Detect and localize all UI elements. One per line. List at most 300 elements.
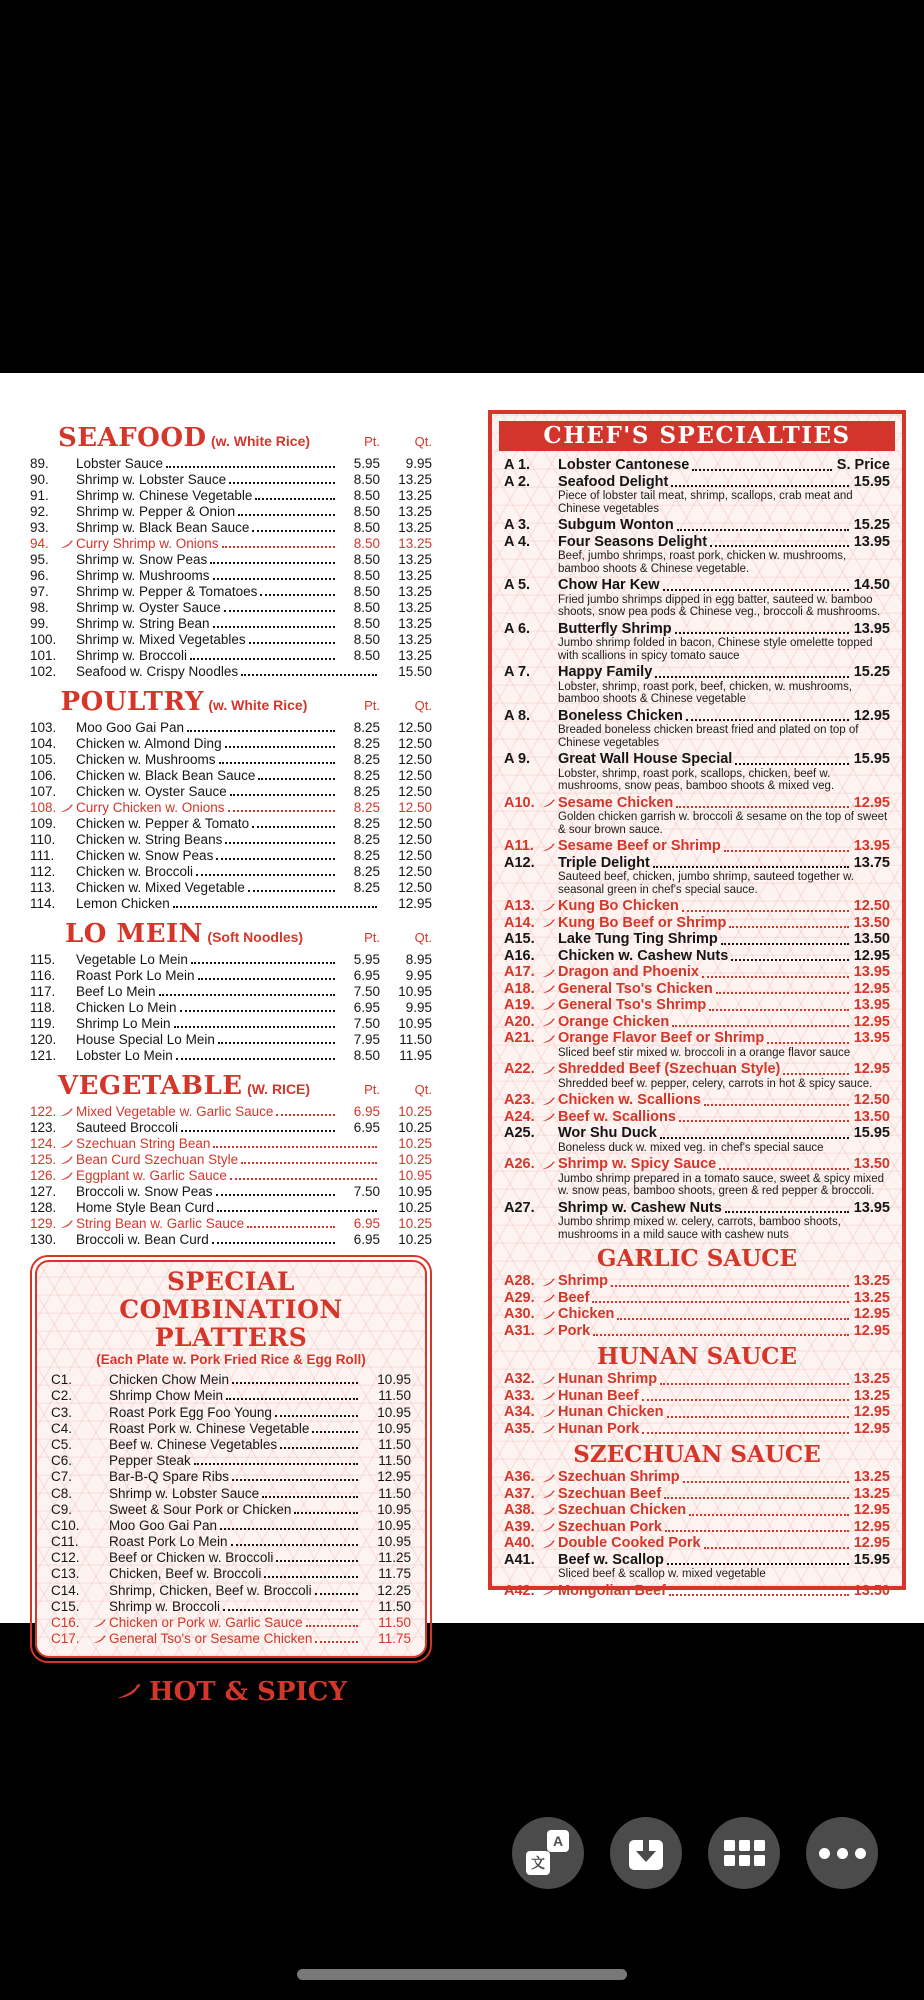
item-price: 12.50 xyxy=(853,898,890,914)
menu-item xyxy=(504,1109,890,1126)
menu-item-row xyxy=(504,1469,890,1486)
menu-item xyxy=(504,1502,890,1519)
home-indicator[interactable] xyxy=(297,1969,627,1980)
item-price: 12.95 xyxy=(853,1013,890,1030)
item-price: 11.75 xyxy=(378,1631,411,1647)
item-price: 13.50 xyxy=(853,1582,890,1599)
item-quart-price: 9.95 xyxy=(405,1000,432,1015)
menu-item xyxy=(504,708,890,750)
item-number: A20. xyxy=(504,1013,535,1030)
item-pint-price: 6.95 xyxy=(353,1216,380,1231)
menu-item-row xyxy=(504,1125,890,1142)
menu-item-row xyxy=(504,1583,890,1600)
item-number: 112. xyxy=(30,864,56,879)
group-header: SZECHUAN SAUCE xyxy=(573,1441,821,1468)
item-number: A29. xyxy=(504,1289,535,1306)
dot-leader xyxy=(692,469,831,471)
item-price: 11.50 xyxy=(378,1388,411,1404)
item-number: C9. xyxy=(51,1501,73,1517)
dot-leader xyxy=(230,794,335,796)
chili-pepper-icon xyxy=(92,1635,106,1644)
item-number: A 3. xyxy=(504,517,531,533)
item-name: Beef or Chicken w. Broccoli xyxy=(109,1550,274,1566)
section-header xyxy=(30,687,432,717)
combo-item-row xyxy=(51,1630,411,1646)
menu-item-row xyxy=(30,983,432,999)
pint-column-label: Pt. xyxy=(364,434,380,449)
menu-item xyxy=(504,1421,890,1438)
dot-leader xyxy=(767,1042,848,1044)
item-price: 11.50 xyxy=(378,1598,411,1614)
item-number: C5. xyxy=(51,1436,73,1452)
menu-item-row xyxy=(30,615,432,631)
item-name: Shrimp w. Chinese Vegetable xyxy=(76,488,253,503)
menu-section xyxy=(30,1071,432,1247)
dot-leader xyxy=(642,1399,849,1401)
item-pint-price: 7.95 xyxy=(353,1032,380,1047)
item-pint-price: 8.50 xyxy=(353,536,380,551)
dot-leader xyxy=(593,1334,848,1336)
menu-item xyxy=(504,1306,890,1323)
item-description: Beef, jumbo shrimps, roast pork, chicken w. mushrooms, bamboo shoots & Chinese vegetable. xyxy=(558,550,847,575)
item-quart-price: 13.25 xyxy=(398,488,432,503)
menu-item-row xyxy=(30,815,432,831)
item-name: Chicken w. Pepper & Tomato xyxy=(76,816,250,831)
item-pint-price: 8.25 xyxy=(353,880,380,895)
translate-back-glyph: A xyxy=(547,1830,569,1852)
dot-leader xyxy=(216,858,335,860)
item-number: 93. xyxy=(30,520,49,535)
item-number: A42. xyxy=(504,1582,535,1599)
item-number: A41. xyxy=(504,1551,535,1568)
chili-pepper-icon xyxy=(541,1425,555,1434)
item-name: Shrimp w. Snow Peas xyxy=(76,552,208,567)
item-quart-price: 13.25 xyxy=(398,568,432,583)
item-number: 110. xyxy=(30,832,56,847)
pint-column-label: Pt. xyxy=(364,698,380,713)
item-pint-price: 8.25 xyxy=(353,832,380,847)
item-name: Chicken w. Almond Ding xyxy=(76,736,222,751)
menu-item-row xyxy=(504,577,890,594)
item-name: Happy Family xyxy=(558,664,653,680)
menu-item-row xyxy=(30,1119,432,1135)
item-price: 12.95 xyxy=(853,1404,890,1420)
item-price: 11.25 xyxy=(378,1550,411,1566)
item-quart-price: 13.25 xyxy=(398,600,432,615)
item-number: 117. xyxy=(30,984,56,999)
item-pint-price: 8.50 xyxy=(353,568,380,583)
combo-item-row xyxy=(51,1436,411,1452)
menu-section xyxy=(30,687,432,911)
dot-leader xyxy=(275,1415,358,1417)
dot-leader xyxy=(230,1178,377,1180)
item-number: C14. xyxy=(51,1582,80,1598)
item-name: Chicken w. Broccoli xyxy=(76,864,194,879)
item-number: A22. xyxy=(504,1061,535,1077)
item-number: 89. xyxy=(30,456,49,471)
download-button[interactable] xyxy=(610,1817,682,1889)
menu-item-row xyxy=(30,895,432,911)
combo-subtitle: (Each Plate w. Pork Fried Rice & Egg Roll) xyxy=(96,1352,366,1367)
menu-item-row xyxy=(504,517,890,534)
menu-item xyxy=(504,1552,890,1581)
item-name: Mongolian Beef xyxy=(558,1582,666,1599)
chili-pepper-icon xyxy=(541,1376,555,1385)
item-name: Shrimp w. String Bean xyxy=(76,616,210,631)
item-number: A 5. xyxy=(504,577,531,593)
legend-label: HOT & SPICY xyxy=(149,1677,347,1708)
item-quart-price: 11.95 xyxy=(399,1048,432,1063)
combo-item-row xyxy=(51,1371,411,1387)
item-price: 15.95 xyxy=(853,751,890,767)
menu-item-row xyxy=(504,457,890,474)
item-price: 12.95 xyxy=(853,1322,890,1339)
menu-item xyxy=(504,964,890,981)
item-name: Lobster Lo Mein xyxy=(76,1048,173,1063)
dot-leader xyxy=(213,1146,377,1148)
chili-pepper-icon xyxy=(541,969,555,978)
item-name: Broccoli w. Snow Peas xyxy=(76,1184,213,1199)
item-price: 10.95 xyxy=(377,1517,411,1533)
item-pint-price: 8.50 xyxy=(353,552,380,567)
item-number: 111. xyxy=(30,848,55,863)
item-name: Shrimp Lo Mein xyxy=(76,1016,171,1031)
menu-item-row xyxy=(30,1231,432,1247)
dot-leader xyxy=(611,1285,849,1287)
chili-pepper-icon xyxy=(541,799,555,808)
item-pint-price: 6.95 xyxy=(353,1120,380,1135)
section-subtitle: (w. White Rice) xyxy=(210,433,311,449)
menu-item-row xyxy=(504,1404,890,1421)
menu-section xyxy=(30,919,432,1063)
menu-item xyxy=(504,1014,890,1031)
item-price: 13.95 xyxy=(853,964,890,980)
item-name: Bean Curd Szechuan Style xyxy=(76,1152,239,1167)
item-number: 128. xyxy=(30,1200,57,1215)
menu-item-row xyxy=(504,1502,890,1519)
item-number: C10. xyxy=(51,1517,80,1533)
menu-item xyxy=(504,915,890,932)
chili-pepper-icon xyxy=(59,1172,73,1181)
item-number: 130. xyxy=(30,1232,57,1247)
dot-leader xyxy=(660,1383,849,1385)
combo-item-row xyxy=(51,1533,411,1549)
chili-pepper-icon xyxy=(541,1540,555,1549)
item-quart-price: 12.95 xyxy=(398,896,432,911)
menu-item-row xyxy=(30,751,432,767)
item-quart-price: 10.25 xyxy=(398,1232,432,1247)
item-name: Szechuan Pork xyxy=(558,1518,662,1535)
item-number: C17. xyxy=(51,1631,80,1647)
combination-platters-box xyxy=(30,1255,432,1663)
item-pint-price: 8.50 xyxy=(353,632,380,647)
hot-and-spicy-legend xyxy=(30,1677,432,1707)
item-name: Shredded Beef (Szechuan Style) xyxy=(558,1061,781,1077)
item-price: 15.95 xyxy=(853,1551,890,1568)
item-quart-price: 15.50 xyxy=(398,664,432,679)
menu-item xyxy=(504,1404,890,1421)
item-name: General Tso's Shrimp xyxy=(558,997,707,1013)
chili-pepper-icon xyxy=(92,1619,106,1628)
menu-item xyxy=(504,855,890,897)
item-number: A36. xyxy=(504,1469,535,1485)
item-pint-price: 8.50 xyxy=(353,488,380,503)
item-name: Bar-B-Q Spare Ribs xyxy=(109,1469,230,1485)
menu-item-row xyxy=(30,1103,432,1119)
menu-item-row xyxy=(30,567,432,583)
item-quart-price: 10.25 xyxy=(398,1136,432,1151)
item-name: Roast Pork Lo Mein xyxy=(109,1534,228,1550)
menu-item-row xyxy=(30,631,432,647)
item-name: Double Cooked Pork xyxy=(558,1535,701,1551)
item-quart-price: 10.25 xyxy=(398,1200,432,1215)
menu-item-row xyxy=(30,535,432,551)
menu-item xyxy=(504,795,890,837)
menu-item xyxy=(504,1469,890,1486)
dot-leader xyxy=(735,763,848,765)
item-name: Shrimp, Chicken, Beef w. Broccoli xyxy=(109,1582,312,1598)
combo-item-row xyxy=(51,1614,411,1630)
dot-leader xyxy=(213,626,335,628)
menu-item xyxy=(504,621,890,663)
item-number: C6. xyxy=(51,1453,73,1469)
item-number: 94. xyxy=(30,536,49,551)
item-number: C11. xyxy=(51,1534,79,1550)
dot-leader xyxy=(238,514,335,516)
dot-leader xyxy=(194,1463,358,1465)
item-name: Chicken w. String Beans xyxy=(76,832,223,847)
menu-item-row xyxy=(504,1535,890,1552)
item-name: Shrimp w. Spicy Sauce xyxy=(558,1156,717,1172)
item-number: A39. xyxy=(504,1518,535,1535)
menu-item-row xyxy=(504,1552,890,1569)
item-name: Chicken w. Black Bean Sauce xyxy=(76,768,256,783)
item-name: Broccoli w. Bean Curd xyxy=(76,1232,209,1247)
menu-item-row xyxy=(504,931,890,948)
more-button[interactable] xyxy=(806,1817,878,1889)
menu-item-row xyxy=(30,719,432,735)
menu-item-row xyxy=(504,1014,890,1031)
chili-pepper-icon xyxy=(541,1392,555,1401)
menu-item xyxy=(504,534,890,576)
chili-pepper-icon xyxy=(541,1523,555,1532)
chili-pepper-icon xyxy=(59,804,73,813)
menu-item-row xyxy=(30,1199,432,1215)
item-quart-price: 10.95 xyxy=(398,1184,432,1199)
item-name: Lobster Cantonese xyxy=(558,457,690,473)
menu-item xyxy=(504,1273,890,1290)
menu-item xyxy=(504,981,890,998)
item-pint-price: 6.95 xyxy=(353,1232,380,1247)
item-name: Sweet & Sour Pork or Chicken xyxy=(109,1501,292,1517)
dot-leader xyxy=(672,1025,849,1027)
menu-item-row xyxy=(30,487,432,503)
item-pint-price: 6.95 xyxy=(353,1104,380,1119)
item-quart-price: 12.50 xyxy=(398,752,432,767)
chili-pepper-icon xyxy=(541,1327,555,1336)
menu-item-row xyxy=(504,795,890,812)
menu-item-row xyxy=(30,799,432,815)
menu-item xyxy=(504,517,890,534)
grid-button[interactable] xyxy=(708,1817,780,1889)
dot-leader xyxy=(166,466,335,468)
dot-leader xyxy=(181,1130,335,1132)
dot-leader xyxy=(217,1210,377,1212)
item-name: Dragon and Phoenix xyxy=(558,964,699,980)
dot-leader xyxy=(679,1120,849,1122)
chili-pepper-icon xyxy=(59,540,73,549)
dot-leader xyxy=(710,545,849,547)
item-number: 106. xyxy=(30,768,57,783)
item-name: Chicken or Pork w. Garlic Sauce xyxy=(109,1615,303,1630)
item-quart-price: 13.25 xyxy=(398,616,432,631)
item-quart-price: 9.95 xyxy=(405,456,432,471)
dot-leader xyxy=(617,1318,848,1320)
item-price: 13.50 xyxy=(853,1156,890,1172)
item-name: Shrimp w. Broccoli xyxy=(109,1598,221,1614)
dot-leader xyxy=(252,826,335,828)
menu-item-row xyxy=(30,503,432,519)
dot-leader xyxy=(218,1042,335,1044)
dot-leader xyxy=(176,1058,335,1060)
translate-button[interactable] xyxy=(512,1817,584,1889)
item-name: Shrimp w. Black Bean Sauce xyxy=(76,520,250,535)
item-number: 103. xyxy=(30,720,57,735)
menu-item xyxy=(504,1200,890,1242)
item-price: 13.25 xyxy=(853,1485,890,1502)
item-price: 15.25 xyxy=(853,664,890,680)
item-name: General Tso's Chicken xyxy=(558,980,713,997)
item-name: String Bean w. Garlic Sauce xyxy=(76,1216,245,1231)
dot-leader xyxy=(191,962,335,964)
item-name: Shrimp w. Lobster Sauce xyxy=(109,1485,260,1501)
item-price: 10.95 xyxy=(377,1404,411,1420)
item-price: 13.50 xyxy=(853,931,890,947)
item-pint-price: 8.25 xyxy=(353,800,380,815)
item-quart-price: 10.25 xyxy=(398,1120,432,1135)
menu-item-row xyxy=(504,1061,890,1078)
menu-item xyxy=(504,1156,890,1198)
menu-item-row xyxy=(30,1135,432,1151)
item-number: 105. xyxy=(30,752,57,767)
item-name: Shrimp w. Lobster Sauce xyxy=(76,472,227,487)
chili-pepper-icon xyxy=(541,903,555,912)
dot-leader xyxy=(725,1211,849,1213)
dot-leader xyxy=(196,874,335,876)
item-quart-price: 12.50 xyxy=(398,848,432,863)
dot-leader xyxy=(210,562,335,564)
item-number: A 8. xyxy=(504,707,531,724)
item-name: Szechuan Chicken xyxy=(558,1502,687,1518)
combo-item-row xyxy=(51,1501,411,1517)
dot-leader xyxy=(248,890,335,892)
dot-leader xyxy=(642,1432,848,1434)
item-name: Boneless Chicken xyxy=(558,707,683,724)
item-name: General Tso's or Sesame Chicken xyxy=(109,1631,313,1647)
item-number: A26. xyxy=(504,1156,535,1172)
item-name: Shrimp w. Oyster Sauce xyxy=(76,600,221,615)
item-quart-price: 11.50 xyxy=(399,1032,432,1047)
item-quart-price: 13.25 xyxy=(398,584,432,599)
item-pint-price: 8.50 xyxy=(353,584,380,599)
menu-item-row xyxy=(504,1371,890,1388)
item-quart-price: 13.25 xyxy=(398,504,432,519)
menu-item xyxy=(504,1061,890,1090)
menu-item-row xyxy=(30,583,432,599)
item-price: 12.95 xyxy=(853,947,890,964)
dot-leader xyxy=(198,978,335,980)
item-price: 15.95 xyxy=(853,473,890,490)
item-quart-price: 10.25 xyxy=(398,1152,432,1167)
dot-leader xyxy=(159,994,335,996)
dot-leader xyxy=(180,1010,335,1012)
group-header: HUNAN SAUCE xyxy=(596,1343,798,1370)
item-name: Curry Shrimp w. Onions xyxy=(76,536,219,551)
dot-leader xyxy=(262,1496,358,1498)
item-price: 12.25 xyxy=(377,1582,411,1598)
menu-section xyxy=(30,423,432,679)
dot-leader xyxy=(686,719,849,721)
chili-pepper-icon xyxy=(541,1587,555,1596)
item-name: House Special Lo Mein xyxy=(76,1032,215,1047)
dot-leader xyxy=(660,1137,849,1139)
item-description: Breaded boneless chicken breast fried and plated on top of Chinese vegetables xyxy=(558,724,859,749)
item-number: C15. xyxy=(51,1598,80,1614)
item-name: Shrimp w. Mushrooms xyxy=(76,568,210,583)
menu-item xyxy=(504,1486,890,1503)
chili-pepper-icon xyxy=(541,1311,555,1320)
item-name: Shrimp w. Broccoli xyxy=(76,648,188,663)
menu-item xyxy=(504,1519,890,1536)
item-description: Lobster, shrimp, roast pork, scallops, chicken, beef w. mushrooms, snow peas, bamboo shoots & mixed veg. xyxy=(558,767,835,792)
dot-leader xyxy=(704,1104,849,1106)
item-name: Triple Delight xyxy=(558,854,650,871)
dot-leader xyxy=(669,1594,849,1596)
item-price: 12.95 xyxy=(853,1518,890,1535)
item-number: 113. xyxy=(30,880,56,895)
item-price: 13.95 xyxy=(853,1199,890,1216)
menu-item-row xyxy=(504,1323,890,1340)
item-name: Hunan Beef xyxy=(558,1387,639,1404)
section-title: POULTRY xyxy=(60,687,204,717)
chili-pepper-icon xyxy=(541,1507,555,1516)
chili-pepper-icon xyxy=(541,985,555,994)
item-price: 11.50 xyxy=(378,1615,411,1630)
dot-leader xyxy=(276,1114,335,1116)
menu-item-row xyxy=(30,599,432,615)
item-number: 126. xyxy=(30,1168,57,1183)
item-number: 114. xyxy=(30,896,56,911)
dot-leader xyxy=(312,1431,358,1433)
item-number: C12. xyxy=(51,1550,80,1566)
item-number: 97. xyxy=(30,584,49,599)
item-number: A16. xyxy=(504,947,535,964)
menu-item-row xyxy=(504,981,890,998)
item-quart-price: 12.50 xyxy=(398,864,432,879)
item-price: 13.25 xyxy=(853,1289,890,1306)
item-number: 99. xyxy=(30,616,49,631)
dot-leader xyxy=(709,1009,848,1011)
item-name: Curry Chicken w. Onions xyxy=(76,800,225,815)
item-number: C13. xyxy=(51,1566,80,1582)
item-name: Lemon Chicken xyxy=(76,896,170,911)
chili-pepper-icon xyxy=(541,843,555,852)
item-price: 13.95 xyxy=(853,997,890,1013)
menu-item-row xyxy=(30,1167,432,1183)
menu-item-row xyxy=(30,1151,432,1167)
section-subtitle: (W. RICE) xyxy=(247,1081,311,1097)
item-description: Golden chicken garrish w. broccoli & sesame on the top of sweet & sour brown sauce. xyxy=(558,811,888,836)
